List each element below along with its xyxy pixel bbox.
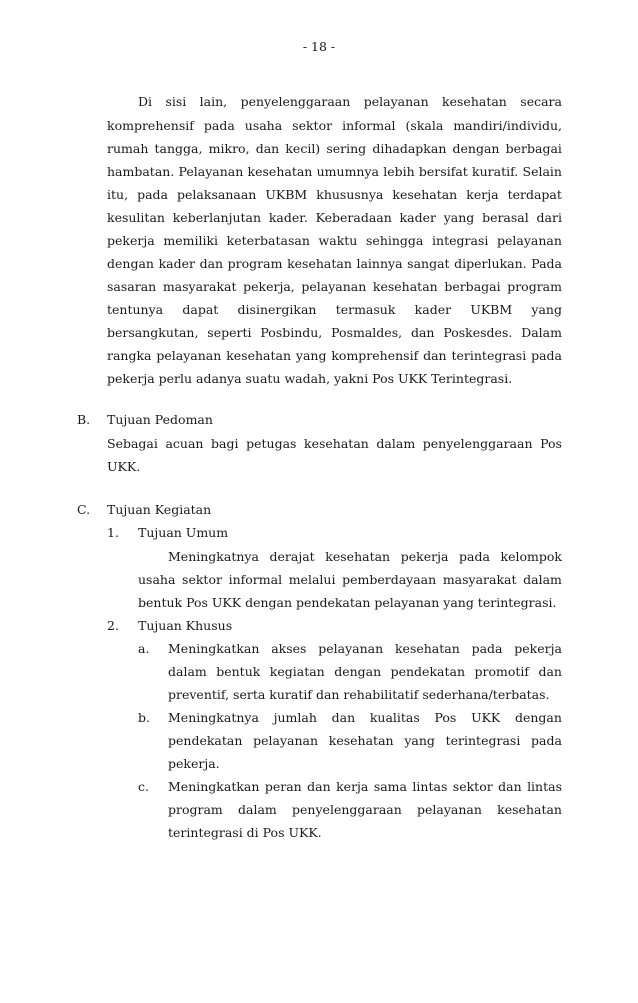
word: lintas [412, 779, 448, 794]
word: dengan [514, 710, 562, 725]
intro-line [107, 210, 562, 226]
item1-line: bentuk Pos UKK dengan pendekatan pelayanan yang terintegrasi. [138, 595, 557, 610]
word: Di [138, 94, 153, 109]
word: kuratif. [472, 164, 519, 179]
intro-line [107, 164, 562, 180]
word: pekerja [514, 641, 562, 656]
intro-line: pekerja perlu adanya suatu wadah, yakni Pos UKK Terintegrasi. [107, 371, 513, 386]
word: dapat [182, 302, 219, 317]
word: pada [203, 118, 235, 133]
word: rumah [107, 141, 149, 156]
word: mandiri/individu, [453, 118, 562, 133]
word: kader [399, 210, 436, 225]
sub-a-line [168, 664, 562, 680]
word: Selain [522, 164, 562, 179]
intro-line [107, 302, 562, 318]
section-b-marker: B. [77, 412, 91, 427]
word: dengan [452, 141, 500, 156]
word: mikro, [208, 141, 250, 156]
word: lainnya [356, 256, 403, 271]
section-c-marker: C. [77, 502, 91, 517]
word: dan [423, 348, 447, 363]
word: pelayanan [363, 94, 429, 109]
sub-c-marker: c. [138, 779, 149, 794]
word: yang [443, 210, 475, 225]
word: program [168, 802, 223, 817]
word: UKBM [265, 187, 308, 202]
word: sehingga [366, 233, 424, 248]
item1-title: Tujuan Umum [138, 525, 229, 540]
word: promotif [474, 664, 529, 679]
word: pelayanan [301, 279, 367, 294]
word: dan [255, 141, 280, 156]
word: kegiatan [269, 664, 325, 679]
word: akses [271, 641, 307, 656]
word: bersifat [418, 164, 468, 179]
word: masyarakat [162, 279, 237, 294]
word: dengan [107, 256, 154, 271]
page-number: - 18 - [302, 39, 336, 54]
word: peran [264, 779, 302, 794]
word: dan [538, 664, 562, 679]
word: Pos [540, 436, 562, 451]
word: pendekatan [168, 733, 243, 748]
word: pada [459, 549, 490, 564]
word: dan [331, 710, 356, 725]
word: pekerja [107, 233, 155, 248]
word: kerja [336, 779, 369, 794]
section-b-title: Tujuan Pedoman [107, 412, 213, 427]
word: sering [326, 141, 367, 156]
word: derajat [269, 549, 315, 564]
word: secara [520, 94, 562, 109]
word: pekerja [400, 549, 449, 564]
word: berbagai [505, 141, 562, 156]
word: bersangkutan, [107, 325, 199, 340]
word: kesehatan [392, 187, 458, 202]
word: dan [410, 325, 435, 340]
word: bentuk [216, 664, 261, 679]
word: Poskesdes. [443, 325, 513, 340]
word: Sebagai [107, 436, 158, 451]
word: lain, [199, 94, 228, 109]
word: masyarakat [442, 572, 517, 587]
sub-c-line [168, 802, 562, 818]
word: dan [307, 779, 331, 794]
intro-line [107, 141, 562, 157]
sub-a-marker: a. [138, 641, 150, 656]
intro-line [107, 279, 562, 295]
item1-marker: 1. [107, 525, 119, 540]
word: Meningkatkan [168, 641, 260, 656]
word: keterbatasan [226, 233, 310, 248]
word: terintegrasi [451, 348, 527, 363]
word: pekerja, [243, 279, 295, 294]
word: seperti [207, 325, 252, 340]
word: (skala [405, 118, 444, 133]
word: dalam [376, 436, 416, 451]
word: kader. [268, 210, 308, 225]
word: dengan [334, 664, 382, 679]
word: kesehatan [325, 549, 391, 564]
word: Keberadaan [315, 210, 392, 225]
word: lintas [527, 779, 562, 794]
sub-b-line [168, 733, 562, 749]
sub-b-line: pekerja. [168, 756, 220, 771]
word: komprehensif [107, 118, 194, 133]
word: sama [373, 779, 407, 794]
sub-b-marker: b. [138, 710, 150, 725]
word: itu, [107, 187, 129, 202]
word: kesehatan [304, 436, 369, 451]
word: diperlukan. [454, 256, 527, 271]
word: sektor [182, 572, 222, 587]
word: dan [498, 779, 522, 794]
word: dan [199, 256, 224, 271]
word: hambatan. [107, 164, 175, 179]
word: pendekatan [390, 664, 466, 679]
word: pelayanan [318, 641, 384, 656]
word: program [227, 256, 283, 271]
word: kader [414, 302, 452, 317]
intro-line [107, 233, 562, 249]
section-b-line: UKK. [107, 459, 141, 474]
word: tentunya [107, 302, 164, 317]
word: sektor [292, 118, 333, 133]
word: program [507, 279, 562, 294]
word: dalam [523, 572, 562, 587]
word: melalui [288, 572, 336, 587]
word: dihadapkan [372, 141, 447, 156]
word: yang [531, 302, 562, 317]
word: UKK [471, 710, 501, 725]
word: terintegrasi [445, 733, 521, 748]
word: kesehatan [328, 733, 394, 748]
word: pemberdayaan [342, 572, 437, 587]
word: jumlah [273, 710, 317, 725]
word: disinergikan [237, 302, 317, 317]
item1-line [138, 572, 562, 588]
word: informal [342, 118, 396, 133]
word: kesehatan [372, 279, 438, 294]
word: yang [295, 348, 327, 363]
sub-a-line: preventif, serta kuratif dan rehabilitatif sederhana/terbatas. [168, 687, 550, 702]
word: kesehatan [287, 256, 352, 271]
intro-line [107, 118, 562, 134]
intro-line [138, 94, 562, 110]
word: komprehensif [331, 348, 419, 363]
word: integrasi [432, 233, 489, 248]
word: kesehatan [442, 94, 507, 109]
word: pada [531, 348, 562, 363]
word: kesulitan [107, 210, 165, 225]
item1-line [168, 549, 562, 565]
word: pelaksanaan [177, 187, 257, 202]
word: UKBM [470, 302, 513, 317]
word: Meningkatkan [168, 779, 260, 794]
word: kesehatan [497, 802, 562, 817]
word: Pada [531, 256, 562, 271]
intro-line [107, 187, 562, 203]
intro-line [107, 348, 562, 364]
item2-title: Tujuan Khusus [138, 618, 233, 633]
word: berasal [482, 210, 529, 225]
word: pelayanan [156, 348, 222, 363]
word: waktu [318, 233, 358, 248]
word: kader [158, 256, 195, 271]
word: lebih [383, 164, 415, 179]
word: usaha [138, 572, 176, 587]
word: pada [471, 641, 503, 656]
word: termasuk [335, 302, 396, 317]
word: dari [536, 210, 562, 225]
word: dalam [168, 664, 207, 679]
word: umumnya [316, 164, 379, 179]
sub-b-line [168, 710, 562, 726]
word: keberlanjutan [172, 210, 262, 225]
word: kesehatan [226, 348, 292, 363]
word: kesehatan [394, 641, 460, 656]
word: informal [228, 572, 283, 587]
word: pada [531, 733, 562, 748]
word: Meningkatnya [168, 549, 259, 564]
word: sangat [407, 256, 450, 271]
word: terdapat [507, 187, 562, 202]
word: memiliki [163, 233, 219, 248]
word: kualitas [369, 710, 420, 725]
sub-c-line [168, 779, 562, 795]
word: penyelenggaraan [292, 802, 402, 817]
sub-c-line: terintegrasi di Pos UKK. [168, 825, 322, 840]
word: sektor [452, 779, 493, 794]
word: acuan [165, 436, 204, 451]
item2-marker: 2. [107, 618, 119, 633]
word: dalam [238, 802, 277, 817]
section-b-line [107, 436, 562, 452]
word: tangga, [154, 141, 203, 156]
word: berbagai [444, 279, 501, 294]
word: Posmaldes, [331, 325, 403, 340]
word: Dalam [521, 325, 562, 340]
word: kesehatan [247, 164, 313, 179]
word: khususnya [316, 187, 384, 202]
word: pada [137, 187, 168, 202]
word: Pelayanan [178, 164, 244, 179]
word: Meningkatnya [168, 710, 259, 725]
sub-a-line [168, 641, 562, 657]
word: sasaran [107, 279, 157, 294]
word: usaha [244, 118, 283, 133]
word: pelayanan [253, 733, 319, 748]
word: kecil) [285, 141, 321, 156]
word: rangka [107, 348, 152, 363]
word: bagi [211, 436, 239, 451]
word: penyelenggaraan [422, 436, 533, 451]
intro-line [107, 325, 562, 341]
word: Posbindu, [260, 325, 323, 340]
word: sisi [165, 94, 187, 109]
section-c-title: Tujuan Kegiatan [107, 502, 212, 517]
word: kerja [466, 187, 499, 202]
word: Pos [434, 710, 457, 725]
word: kelompok [500, 549, 562, 564]
word: petugas [246, 436, 297, 451]
word: yang [404, 733, 435, 748]
word: pelayanan [417, 802, 482, 817]
word: penyelenggaraan [240, 94, 351, 109]
intro-line [107, 256, 562, 272]
word: pelayanan [497, 233, 562, 248]
